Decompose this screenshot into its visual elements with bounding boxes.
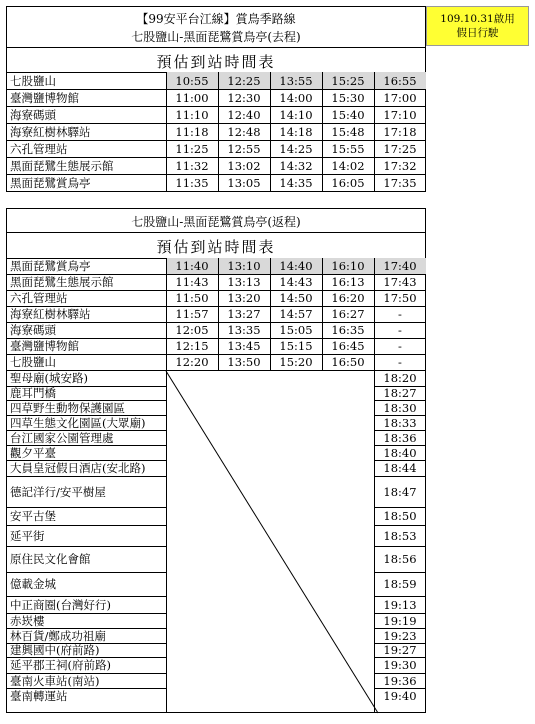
departure-time: 13:55: [279, 73, 313, 88]
departure-time: -: [398, 355, 402, 369]
departure-time: 17:35: [383, 175, 417, 190]
departure-time: 14:02: [331, 158, 365, 173]
departure-time: 19:13: [383, 597, 417, 612]
departure-time: 15:05: [279, 323, 313, 337]
departure-time: 16:27: [331, 307, 365, 321]
departure-time: 11:00: [175, 90, 209, 105]
departure-time: 16:13: [331, 275, 365, 289]
inbound-title: 七股鹽山-黑面琵鷺賞鳥亭(返程): [131, 215, 301, 229]
departure-time: 16:20: [331, 291, 365, 305]
departure-time: 18:20: [383, 371, 417, 385]
departure-time: 14:00: [279, 90, 313, 105]
departure-time: 13:27: [227, 307, 261, 321]
departure-time: 18:40: [383, 445, 417, 460]
departure-time: 14:50: [279, 291, 313, 305]
outbound-subtitle: 預估到站時間表: [156, 53, 276, 71]
departure-time: 12:48: [227, 124, 261, 139]
departure-time: 11:40: [175, 259, 209, 273]
route-title: 【99安平台江線】賞鳥季路線: [136, 12, 296, 26]
departure-time: 16:55: [383, 73, 417, 88]
departure-time: 13:02: [227, 158, 261, 173]
departure-time: 16:35: [331, 323, 365, 337]
departure-time: 17:25: [383, 141, 417, 156]
stop-name: 六孔管理站: [10, 141, 68, 156]
departure-time: 19:36: [383, 673, 417, 688]
departure-time: 14:25: [279, 141, 313, 156]
stop-name: 七股鹽山: [10, 73, 56, 88]
departure-time: 12:30: [227, 90, 261, 105]
badge-date: 109.10.31啟用: [440, 13, 515, 25]
stop-name: 黑面琵鷺賞鳥亭: [10, 259, 91, 273]
badge-note: 假日行駛: [456, 27, 499, 39]
stop-name: 安平古堡: [10, 509, 56, 523]
stop-name: 海寮紅樹林驛站: [10, 307, 91, 321]
departure-time: 13:13: [227, 275, 261, 289]
departure-time: 14:18: [279, 124, 313, 139]
departure-time: 12:25: [227, 73, 261, 88]
departure-time: 19:19: [383, 613, 417, 628]
stop-name: 海寮碼頭: [10, 107, 56, 122]
departure-time: 19:40: [383, 688, 417, 703]
departure-time: 18:36: [383, 430, 417, 445]
departure-time: 17:50: [383, 291, 417, 305]
departure-time: 11:35: [175, 175, 209, 190]
inbound-subtitle: 預估到站時間表: [156, 238, 276, 256]
stop-name: 延平郡王祠(府前路): [10, 658, 111, 672]
departure-time: 16:45: [331, 339, 365, 353]
departure-time: 11:50: [175, 291, 209, 305]
departure-time: 12:05: [175, 323, 209, 337]
departure-time: 16:10: [331, 259, 365, 273]
departure-time: 12:55: [227, 141, 261, 156]
departure-time: 11:43: [175, 275, 209, 289]
stop-name: 臺南火車站(南站): [10, 673, 100, 688]
departure-time: 18:53: [383, 528, 417, 543]
departure-time: 14:35: [279, 175, 313, 190]
stop-name: 延平街: [10, 528, 45, 543]
stop-name: 黑面琵鷺生態展示館: [10, 158, 114, 173]
departure-time: 14:57: [279, 307, 313, 321]
departure-time: 11:32: [175, 158, 209, 173]
stop-name: 臺灣鹽博物館: [10, 90, 79, 105]
departure-time: 19:27: [383, 643, 417, 657]
stop-name: 台江國家公園管理處: [10, 430, 114, 445]
stop-name: 觀夕平臺: [10, 445, 56, 460]
departure-time: -: [398, 323, 402, 337]
departure-time: -: [398, 307, 402, 321]
stop-name: 德記洋行/安平樹屋: [10, 484, 106, 499]
departure-time: 13:20: [227, 291, 261, 305]
departure-time: 18:59: [383, 577, 417, 591]
departure-time: 14:40: [279, 259, 313, 273]
departure-time: 17:40: [383, 259, 417, 273]
departure-time: 11:57: [175, 307, 209, 321]
stop-name: 林百貨/鄭成功祖廟: [10, 628, 106, 643]
stop-name: 大員皇冠假日酒店(安北路): [10, 461, 146, 475]
departure-time: 15:15: [279, 339, 313, 353]
departure-time: 15:30: [331, 90, 365, 105]
outbound-title: 七股鹽山-黑面琵鷺賞鳥亭(去程): [131, 30, 301, 44]
departure-time: 13:35: [227, 323, 261, 337]
stop-name: 海寮紅樹林驛站: [10, 124, 91, 139]
stop-name: 六孔管理站: [10, 291, 68, 305]
departure-time: 14:43: [279, 275, 313, 289]
departure-time: 17:10: [383, 107, 417, 122]
departure-time: 17:00: [383, 90, 417, 105]
stop-name: 臺灣鹽博物館: [10, 339, 79, 353]
stop-name: 鹿耳門橋: [10, 386, 56, 400]
stop-name: 四草野生動物保護園區: [10, 400, 125, 415]
departure-time: 18:56: [383, 552, 417, 566]
stop-name: 原住民文化會館: [10, 552, 91, 566]
departure-time: 16:05: [331, 175, 365, 190]
departure-time: 11:25: [175, 141, 209, 156]
departure-time: 18:50: [383, 509, 417, 523]
departure-time: 13:10: [227, 259, 261, 273]
departure-time: 17:18: [383, 124, 417, 139]
departure-time: 13:45: [227, 339, 261, 353]
departure-time: 13:50: [227, 355, 261, 369]
departure-time: 15:48: [331, 124, 365, 139]
departure-time: 19:30: [383, 658, 417, 672]
departure-time: 14:10: [279, 107, 313, 122]
stop-name: 赤崁樓: [10, 613, 45, 628]
departure-time: 15:55: [331, 141, 365, 156]
stop-name: 黑面琵鷺賞鳥亭: [10, 175, 91, 190]
departure-time: 12:20: [175, 355, 209, 369]
departure-time: 15:20: [279, 355, 313, 369]
departure-time: 11:18: [175, 124, 209, 139]
stop-name: 中正商圈(台灣好行): [10, 597, 111, 612]
stop-name: 海寮碼頭: [10, 323, 56, 337]
departure-time: 14:32: [279, 158, 313, 173]
departure-time: 19:23: [383, 628, 417, 643]
departure-time: 16:50: [331, 355, 365, 369]
departure-time: 15:25: [331, 73, 365, 88]
departure-time: -: [398, 339, 402, 353]
departure-time: 18:44: [383, 461, 417, 475]
stop-name: 黑面琵鷺生態展示館: [10, 275, 114, 289]
stop-name: 聖母廟(城安路): [10, 371, 88, 385]
departure-time: 17:32: [383, 158, 417, 173]
departure-time: 11:10: [175, 107, 209, 122]
departure-time: 18:27: [383, 386, 417, 400]
departure-time: 18:33: [383, 415, 417, 430]
departure-time: 17:43: [383, 275, 417, 289]
stop-name: 四草生態文化園區(大眾廟): [10, 415, 146, 430]
departure-time: 12:15: [175, 339, 209, 353]
stop-name: 億載金城: [10, 577, 56, 591]
departure-time: 18:47: [383, 484, 417, 499]
departure-time: 10:55: [175, 73, 209, 88]
stop-name: 建興國中(府前路): [10, 643, 100, 657]
departure-time: 13:05: [227, 175, 261, 190]
stop-name: 臺南轉運站: [10, 688, 68, 703]
departure-time: 12:40: [227, 107, 261, 122]
stop-name: 七股鹽山: [10, 355, 56, 369]
departure-time: 15:40: [331, 107, 365, 122]
departure-time: 18:30: [383, 400, 417, 415]
